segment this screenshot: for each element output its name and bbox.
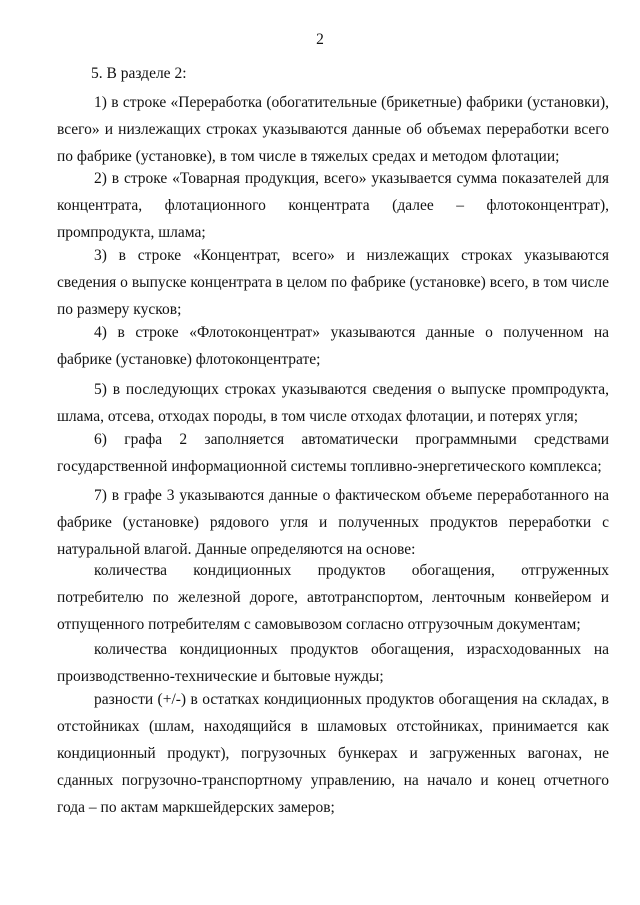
paragraph-item-7: 7) в графе 3 указываются данные о фактическом объеме переработанного на фабрике (установке) рядового угля и полученных продуктов переработки с натуральной влагой. Данные определяются на основе: — [57, 487, 609, 558]
section-heading: 5. В разделе 2: — [91, 65, 187, 82]
page-number: 2 — [316, 31, 324, 48]
paragraph-item-6: 6) графа 2 заполняется автоматически программными средствами государственной информационной системы топливно-энергетического комплекса; — [57, 431, 609, 475]
paragraph-item-8: количества кондиционных продуктов обогащения, отгруженных потребителю по железной дороге, автотранспортом, ленточным конвейером и отпущенного потребителям с самовывозом согласно отгрузочным документам; — [57, 562, 609, 633]
paragraph-item-10: разности (+/-) в остатках кондиционных продуктов обогащения на складах, в отстойниках (шлам, находящийся в шламовых отстойниках, принимается как кондиционный продукт), погрузочных бункерах и загруженных вагонах, не сданных погрузочно-транспортному управлению, на начало и конец отчетного года – по актам маркшейдерских замеров; — [57, 691, 609, 816]
paragraph-item-9: количества кондиционных продуктов обогащения, израсходованных на производственно-технические и бытовые нужды; — [57, 641, 609, 685]
paragraph-item-4: 4) в строке «Флотоконцентрат» указываются данные о полученном на фабрике (установке) флотоконцентрате; — [57, 324, 609, 368]
paragraph-item-1: 1) в строке «Переработка (обогатительные (брикетные) фабрики (установки), всего» и низлежащих строках указываются данные об объемах переработки всего по фабрике (установке), в том числе в тяжелых средах и методом флотации; — [57, 94, 609, 165]
paragraph-item-5: 5) в последующих строках указываются сведения о выпуске промпродукта, шлама, отсева, отходах породы, в том числе отходах флотации, и потерях угля; — [57, 381, 609, 425]
paragraph-item-2: 2) в строке «Товарная продукция, всего» указывается сумма показателей для концентрата, флотационного концентрата (далее – флотоконцентрат), промпродукта, шлама; — [57, 170, 609, 241]
paragraph-item-3: 3) в строке «Концентрат, всего» и низлежащих строках указываются сведения о выпуске концентрата в целом по фабрике (установке) всего, в том числе по размеру кусков; — [57, 247, 609, 318]
